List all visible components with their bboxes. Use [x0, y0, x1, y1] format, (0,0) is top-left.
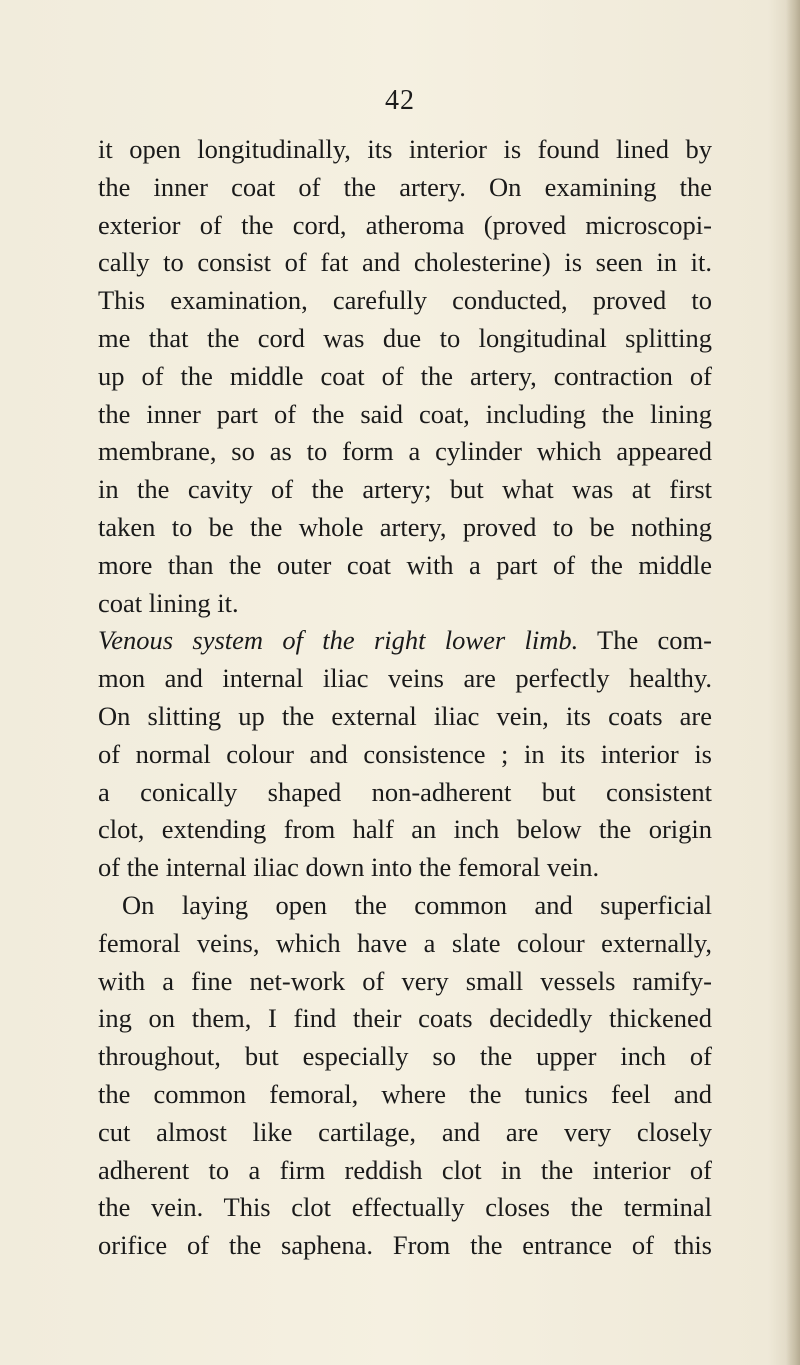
text-line: in the cavity of the artery; but what was at first: [98, 474, 712, 505]
text-line: it open longitudinally, its interior is found lined by: [98, 134, 712, 164]
text-line: orifice of the saphena. From the entrance of this: [98, 1230, 712, 1261]
section-heading: Venous system of the right lower limb.: [98, 625, 579, 656]
text-line: coat lining it.: [98, 587, 239, 618]
text-line: the inner coat of the artery. On examining the: [98, 171, 712, 202]
section-heading-line: [98, 622, 712, 660]
text-line: adherent to a firm reddish clot in the interior of: [98, 1154, 712, 1185]
text-line: taken to be the whole artery, proved to be nothing: [98, 511, 712, 542]
text-line: the vein. This clot effectually closes the terminal: [98, 1192, 712, 1223]
text-line: throughout, but especially so the upper inch of: [98, 1041, 712, 1072]
text-line: up of the middle coat of the artery, contraction of: [98, 360, 712, 391]
text-line: clot, extending from half an inch below the origin: [98, 814, 712, 845]
text-line: membrane, so as to form a cylinder which appeared: [98, 436, 712, 467]
text-line: of the internal iliac down into the femoral vein.: [98, 852, 600, 883]
text-line: mon and internal iliac veins are perfectly healthy.: [98, 663, 712, 694]
text-line: femoral veins, which have a slate colour externally,: [98, 927, 712, 958]
heading-continuation: The com-: [578, 625, 712, 656]
text-line: me that the cord was due to longitudinal splitting: [98, 322, 712, 353]
text-line: with a fine net-work of very small vessels ramify-: [98, 965, 712, 996]
text-line: On laying open the common and superficial: [122, 889, 712, 920]
text-line: This examination, carefully conducted, proved to: [98, 285, 712, 316]
text-line: ing on them, I find their coats decidedly thickened: [98, 1003, 712, 1034]
text-line: exterior of the cord, atheroma (proved microscopi-: [98, 209, 712, 240]
page-edge-shadow: [786, 0, 800, 1365]
text-line: a conically shaped non-adherent but consistent: [98, 776, 712, 807]
text-line: of normal colour and consistence ; in its interior is: [98, 738, 712, 769]
text-line: the inner part of the said coat, including the lining: [98, 398, 712, 429]
page-number: 42: [385, 85, 415, 116]
text-line: cally to consist of fat and cholesterine) is seen in it.: [98, 247, 712, 278]
text-line: On slitting up the external iliac vein, its coats are: [98, 700, 712, 731]
body-text: [98, 131, 712, 1265]
text-line: the common femoral, where the tunics feel and: [98, 1078, 712, 1109]
text-line: more than the outer coat with a part of the middle: [98, 549, 712, 580]
text-line: cut almost like cartilage, and are very closely: [98, 1116, 712, 1147]
